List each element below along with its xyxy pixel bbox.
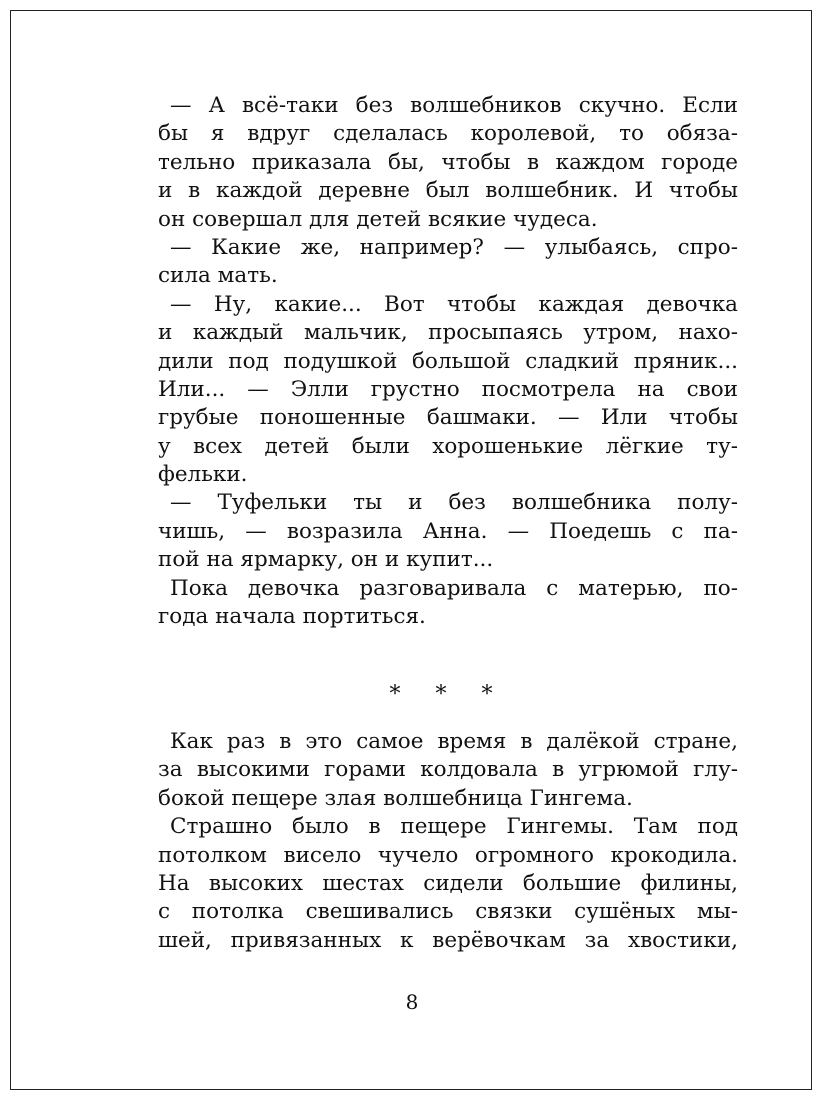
text-line: — Туфельки ты и без волшебника полу-	[170, 490, 738, 516]
text-line: пой на ярмарку, он и купит...	[158, 547, 494, 573]
text-line: дили под подушкой большой сладкий пряник...	[158, 348, 738, 374]
text-line: Страшно было в пещере Гингемы. Там под	[170, 814, 738, 840]
text-line: — А всё-таки без волшебников скучно. Если	[170, 93, 738, 118]
text-line: за высокими горами колдовала в угрюмой глу-	[158, 757, 738, 783]
text-line: и каждый мальчик, просыпаясь утром, нахо-	[158, 320, 738, 346]
text-line: тельно приказала бы, чтобы в каждом городе	[158, 149, 738, 175]
text-line: чишь, — возразила Анна. — Поедешь с па-	[158, 518, 738, 544]
text-line: бы я вдруг сделалась королевой, то обяза-	[158, 121, 738, 147]
text-block-2	[158, 728, 738, 955]
text-line: у всех детей были хорошенькие лёгкие ту-	[158, 433, 738, 459]
text-line: года начала портиться.	[158, 604, 426, 630]
page-number: 8	[405, 990, 419, 1014]
text-line: фельки.	[158, 462, 248, 488]
text-line: — Ну, какие... Вот чтобы каждая девочка	[170, 291, 738, 317]
text-line: бокой пещере злая волшебница Гингема.	[158, 785, 633, 811]
text-line: Пока девочка разговаривала с матерью, по-	[170, 575, 738, 601]
text-line: На высоких шестах сидели большие филины,	[158, 870, 738, 896]
text-line: потолком висело чучело огромного крокодила.	[158, 842, 738, 868]
text-line: и в каждой деревне был волшебник. И чтобы	[158, 178, 738, 204]
text-line: сила мать.	[158, 263, 278, 289]
text-line: шей, привязанных к верёвочкам за хвостики,	[158, 927, 738, 953]
text-line: Или... — Элли грустно посмотрела на свои	[158, 376, 738, 402]
section-separator: * * *	[389, 682, 507, 707]
text-line: он совершал для детей всякие чудеса.	[158, 206, 598, 232]
text-line: Как раз в это самое время в далёкой стране,	[170, 729, 738, 754]
text-line: грубые поношенные башмаки. — Или чтобы	[158, 405, 738, 431]
text-line: с потолка свешивались связки сушёных мы-	[158, 899, 738, 925]
text-line: — Какие же, например? — улыбаясь, спро-	[170, 234, 738, 260]
text-block-1	[158, 92, 738, 631]
